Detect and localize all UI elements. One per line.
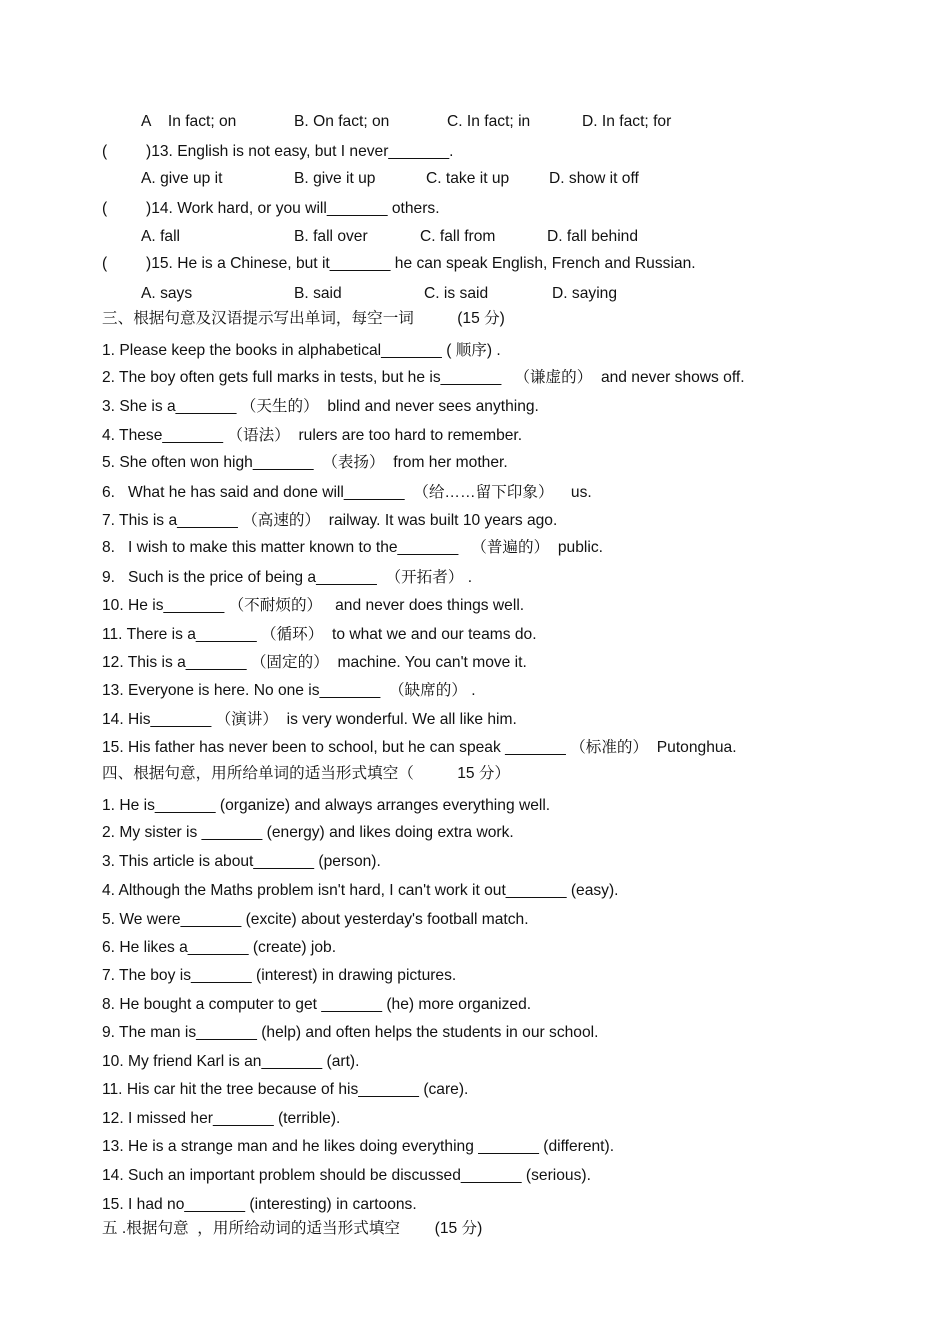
fill-item: 12. I missed her_______ (terrible). xyxy=(102,1110,341,1127)
option-a: A. fall xyxy=(141,228,180,245)
fill-item: 5. She often won high_______ （表扬） from her mother. xyxy=(102,454,508,471)
option-d: D. fall behind xyxy=(547,228,639,245)
fill-item: 14. His_______ （演讲） is very wonderful. We all like him. xyxy=(102,711,517,728)
option-c: C. is said xyxy=(424,285,489,302)
fill-item: 10. My friend Karl is an_______ (art). xyxy=(102,1053,360,1070)
question-stem: )14. Work hard, or you will_______ others. xyxy=(146,200,440,217)
fill-item: 11. His car hit the tree because of his_______ (care). xyxy=(102,1081,469,1098)
fill-item: 6. What he has said and done will_______ （给……留下印象） us. xyxy=(102,484,592,501)
option-d: D. saying xyxy=(552,285,618,302)
fill-item: 8. He bought a computer to get _______ (he) more organized. xyxy=(102,996,532,1013)
option-b: B. fall over xyxy=(294,228,368,245)
q12-option-a: A In fact; on xyxy=(141,113,237,130)
fill-item: 3. This article is about_______ (person). xyxy=(102,853,381,870)
option-a: A. give up it xyxy=(141,170,223,187)
option-b: B. give it up xyxy=(294,170,376,187)
q12-option-b: B. On fact; on xyxy=(294,113,390,130)
question-stem: )15. He is a Chinese, but it_______ he can speak English, French and Russian. xyxy=(146,255,696,272)
option-c: C. fall from xyxy=(420,228,496,245)
fill-item: 7. This is a_______ （高速的） railway. It was built 10 years ago. xyxy=(102,512,558,529)
fill-item: 10. He is_______ （不耐烦的） and never does things well. xyxy=(102,597,525,614)
fill-item: 11. There is a_______ （循环） to what we and our teams do. xyxy=(102,626,537,643)
section-heading: 三、根据句意及汉语提示写出单词，每空一词 (15 分) xyxy=(102,310,505,327)
fill-item: 2. The boy often gets full marks in tests, but he is_______ （谦虚的） and never shows off. xyxy=(102,369,745,386)
fill-item: 4. These_______ （语法） rulers are too hard to remember. xyxy=(102,427,523,444)
fill-item: 9. Such is the price of being a_______ （开拓者） . xyxy=(102,569,473,586)
section-heading: 五 .根据句意 ，用所给动词的适当形式填空 (15 分) xyxy=(102,1220,483,1237)
option-b: B. said xyxy=(294,285,342,302)
fill-item: 2. My sister is _______ (energy) and likes doing extra work. xyxy=(102,824,514,841)
fill-item: 15. I had no_______ (interesting) in cartoons. xyxy=(102,1196,417,1213)
fill-item: 14. Such an important problem should be discussed_______ (serious). xyxy=(102,1167,591,1184)
fill-item: 1. He is_______ (organize) and always arranges everything well. xyxy=(102,797,551,814)
section-heading: 四、根据句意，用所给单词的适当形式填空（ 15 分） xyxy=(102,765,511,782)
q12-option-d: D. In fact; for xyxy=(582,113,672,130)
option-a: A. says xyxy=(141,285,193,302)
fill-item: 1. Please keep the books in alphabetical_______ ( 顺序) . xyxy=(102,342,501,359)
fill-item: 5. We were_______ (excite) about yesterday's football match. xyxy=(102,911,529,928)
answer-paren: ( xyxy=(102,255,108,272)
fill-item: 6. He likes a_______ (create) job. xyxy=(102,939,337,956)
fill-item: 4. Although the Maths problem isn't hard, I can't work it out_______ (easy). xyxy=(102,882,619,899)
option-c: C. take it up xyxy=(426,170,510,187)
q12-option-c: C. In fact; in xyxy=(447,113,531,130)
fill-item: 8. I wish to make this matter known to the_______ （普遍的） public. xyxy=(102,539,603,556)
answer-paren: ( xyxy=(102,143,108,160)
fill-item: 12. This is a_______ （固定的） machine. You can't move it. xyxy=(102,654,527,671)
fill-item: 13. Everyone is here. No one is_______ （缺席的） . xyxy=(102,682,476,699)
fill-item: 3. She is a_______ （天生的） blind and never sees anything. xyxy=(102,398,539,415)
question-stem: )13. English is not easy, but I never_______. xyxy=(146,143,454,160)
fill-item: 7. The boy is_______ (interest) in drawing pictures. xyxy=(102,967,457,984)
fill-item: 9. The man is_______ (help) and often helps the students in our school. xyxy=(102,1024,599,1041)
answer-paren: ( xyxy=(102,200,108,217)
fill-item: 15. His father has never been to school, but he can speak _______ （标准的） Putonghua. xyxy=(102,739,737,756)
option-d: D. show it off xyxy=(549,170,639,187)
fill-item: 13. He is a strange man and he likes doing everything _______ (different). xyxy=(102,1138,615,1155)
